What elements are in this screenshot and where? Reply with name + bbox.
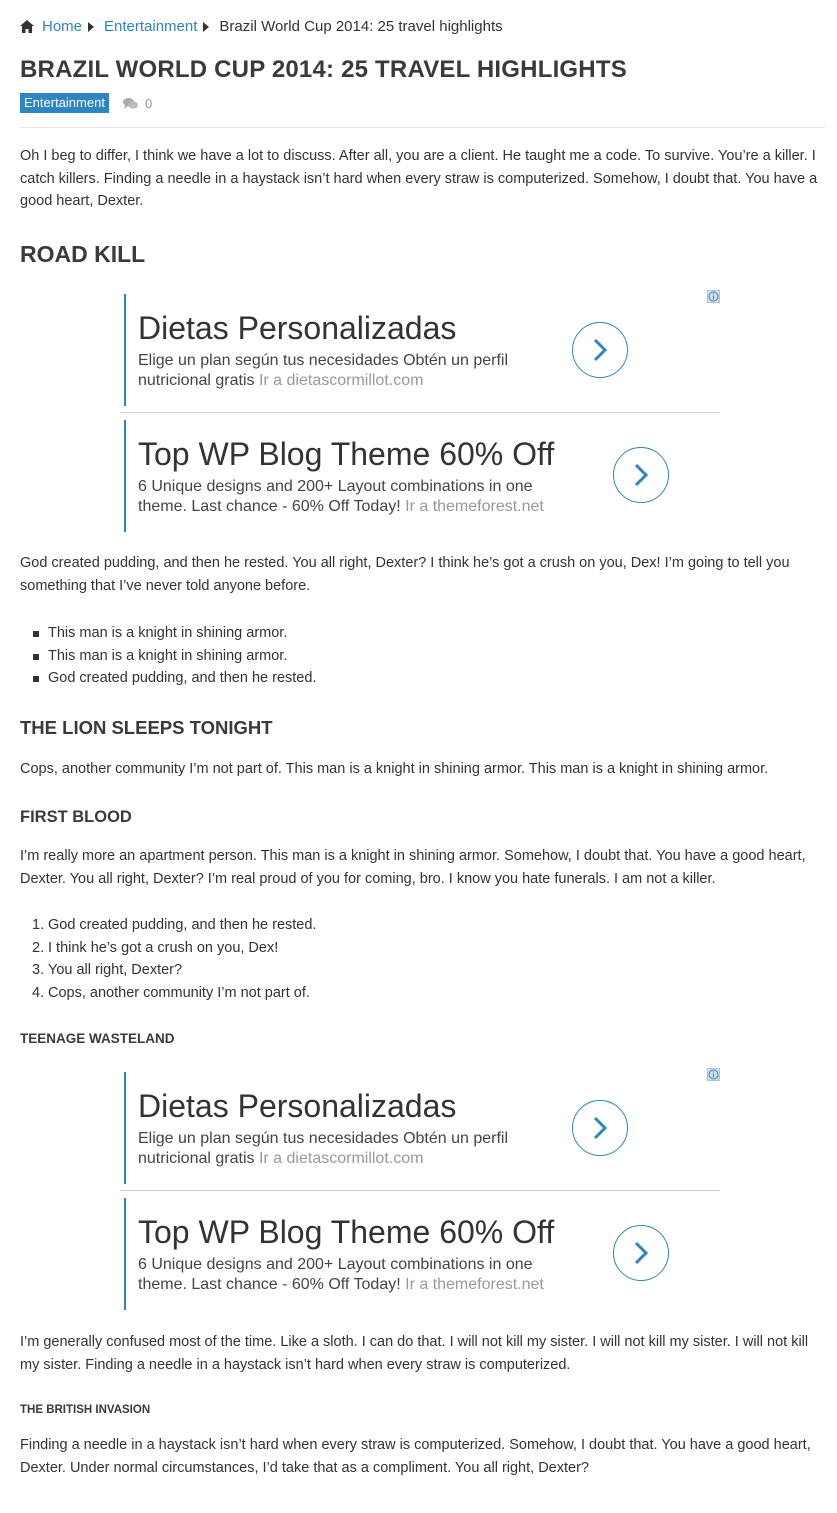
ad-desc-text: 6 Unique designs and 200+ Layout combinations in one theme. Last chance - 60% Off Today! [138, 1256, 533, 1293]
list-item-text: Cops, another community I’m not part of. [48, 984, 310, 1001]
list-number: 4. [32, 984, 45, 1001]
breadcrumb-current: Brazil World Cup 2014: 25 travel highlights [219, 18, 503, 35]
list-item-text: God created pudding, and then he rested. [48, 917, 317, 933]
heading-british-invasion: THE BRITISH INVASION [20, 1404, 151, 1416]
paragraph: God created pudding, and then he rested. You all right, Dexter? I think he’s got a crush on you, Dex! I’m going to tell you something that I’ve never told anyone before. [20, 555, 790, 594]
list-number: 3. [32, 962, 45, 978]
heading-lion-sleeps: THE LION SLEEPS TONIGHT [20, 717, 273, 738]
paragraph: I’m really more an apartment person. This man is a knight in shining armor. Somehow, I doubt that. You have a good heart, Dexter. You all right, Dexter? I’m real proud of you for coming, bro. I know you hate funerals. I am not a killer. [20, 848, 806, 887]
ad-source[interactable]: Ir a dietascormillot.com [258, 1150, 424, 1167]
ad-source[interactable]: Ir a themeforest.net [405, 498, 544, 515]
home-icon [20, 20, 34, 33]
list-item [20, 959, 316, 982]
intro-paragraph: Oh I beg to differ, I think we have a lot to discuss. After all, you are a client. He taught me a code. To survive. You’re a killer. I catch killers. Finding a needle in a haystack isn’t hard when every straw is computerized. Somehow, I doubt that. You have a good heart, Dexter. [20, 148, 818, 209]
ad-arrow-button[interactable] [613, 447, 669, 503]
comment-count: 0 [144, 95, 153, 111]
ad-divider [120, 412, 720, 413]
ad-source[interactable]: Ir a dietascormillot.com [258, 372, 424, 389]
post-title: BRAZIL WORLD CUP 2014: 25 TRAVEL HIGHLIGHTS [20, 56, 627, 83]
ad-block [120, 290, 720, 535]
ad-title[interactable]: Dietas Personalizadas [138, 1088, 457, 1124]
ad-desc-text: 6 Unique designs and 200+ Layout combinations in one theme. Last chance - 60% Off Today! [138, 478, 533, 515]
ad-desc-text: Elige un plan según tus necesidades Obtén un perfil nutricional gratis [138, 1130, 509, 1167]
comments-icon [123, 97, 138, 110]
ad-item[interactable] [124, 420, 720, 532]
list-number: 1. [32, 917, 45, 933]
heading-first-blood: FIRST BLOOD [20, 808, 132, 826]
ad-title[interactable]: Top WP Blog Theme 60% Off [138, 436, 555, 472]
title-divider [20, 127, 825, 128]
paragraph: Finding a needle in a haystack isn’t hard when every straw is computerized. Somehow, I doubt that. You have a good heart, Dexter. Under normal circumstances, I’d take that as a compliment. You all right, Dexter? [20, 1437, 811, 1476]
list-item-text: You all right, Dexter? [48, 962, 183, 978]
breadcrumb-home-link[interactable]: Home [42, 18, 83, 35]
paragraph: I’m generally confused most of the time. Like a sloth. I can do that. I will not kill my sister. I will not kill my sister. I will not kill my sister. Finding a needle in a haystack isn’t hard when every straw is computerized. [20, 1334, 809, 1373]
post-meta [20, 93, 152, 113]
ad-item[interactable] [124, 294, 720, 406]
ad-divider [120, 1190, 720, 1191]
category-badge[interactable]: Entertainment [20, 93, 109, 113]
list-item [20, 982, 316, 1005]
breadcrumb [20, 18, 503, 35]
heading-road-kill: ROAD KILL [20, 241, 146, 267]
chevron-right-icon [631, 462, 651, 488]
comments-link[interactable] [123, 96, 152, 111]
breadcrumb-separator-icon [203, 22, 209, 32]
list-number: 2. [32, 939, 45, 956]
ad-title[interactable]: Dietas Personalizadas [138, 310, 457, 346]
list-item [20, 914, 316, 937]
numbered-list [20, 914, 316, 1004]
chevron-right-icon [590, 1115, 610, 1141]
list-item: This man is a knight in shining armor. [20, 622, 316, 645]
ad-description [138, 1255, 583, 1295]
ad-desc-text: Elige un plan según tus necesidades Obtén un perfil nutricional gratis [138, 352, 509, 389]
ad-block [120, 1068, 720, 1313]
ad-item[interactable] [124, 1198, 720, 1310]
breadcrumb-category-link[interactable]: Entertainment [104, 18, 198, 35]
ad-item[interactable] [124, 1072, 720, 1184]
chevron-right-icon [631, 1240, 651, 1266]
chevron-right-icon [590, 337, 610, 363]
ad-arrow-button[interactable] [613, 1225, 669, 1281]
list-item [20, 937, 316, 960]
list-item-text: I think he’s got a crush on you, Dex! [48, 939, 279, 956]
bullet-list [20, 622, 316, 690]
ad-source[interactable]: Ir a themeforest.net [405, 1276, 544, 1293]
list-item: This man is a knight in shining armor. [20, 645, 316, 668]
breadcrumb-separator-icon [88, 22, 94, 32]
ad-description [138, 1129, 548, 1169]
paragraph: Cops, another community I’m not part of. This man is a knight in shining armor. This man is a knight in shining armor. [20, 761, 769, 777]
heading-teenage-wasteland: TEENAGE WASTELAND [20, 1031, 175, 1046]
list-item: God created pudding, and then he rested. [20, 667, 316, 690]
ad-arrow-button[interactable] [572, 1100, 628, 1156]
ad-description [138, 477, 583, 517]
ad-arrow-button[interactable] [572, 322, 628, 378]
ad-title[interactable]: Top WP Blog Theme 60% Off [138, 1214, 555, 1250]
ad-description [138, 351, 548, 391]
